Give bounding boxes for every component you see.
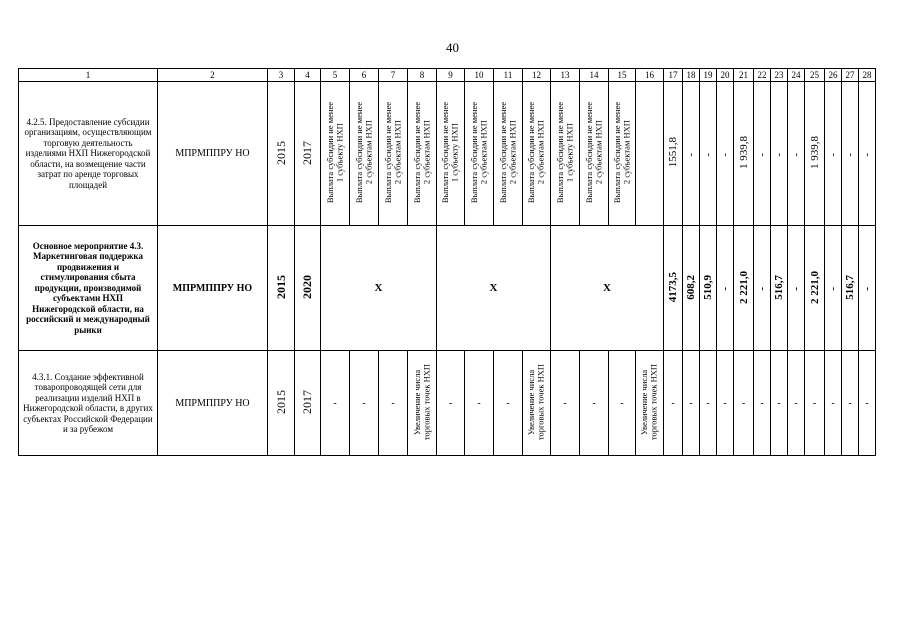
value-cell: 516,7 <box>844 274 856 300</box>
column-number: 27 <box>842 69 859 82</box>
x-mark: Х <box>374 282 383 294</box>
row-name: 4.2.5. Предоставление субсидии организациям, осуществляющим торговую деятельность изделиями НХП Нижегородской области, на возмещение части затрат по аренде торговых площадей <box>19 82 158 226</box>
value-cell: 510,9 <box>702 274 714 300</box>
column-number: 8 <box>408 69 437 82</box>
year-start: 2015 <box>273 140 288 165</box>
value-cell: - <box>700 351 717 456</box>
value-cell: - <box>771 351 788 456</box>
value-cell: - <box>717 351 734 456</box>
indicator-cell: - <box>465 351 494 456</box>
column-number: 20 <box>717 69 734 82</box>
indicator-cell: Увеличение числа торговых точек НХП <box>411 363 431 441</box>
indicator-cell: - <box>379 351 408 456</box>
indicator-cell: Выплата субсидии не менее 2 субъектам НХП <box>411 101 431 204</box>
table-row <box>19 351 876 456</box>
year-end: 2017 <box>300 140 314 165</box>
value-cell: - <box>756 152 768 157</box>
table-row <box>19 82 876 226</box>
value-cell: 4173,5 <box>667 271 679 303</box>
value-cell: - <box>756 287 768 291</box>
column-number: 2 <box>158 69 268 82</box>
value-cell: - <box>859 351 876 456</box>
value-cell: 2 221,0 <box>808 270 821 304</box>
indicator-cell: Увеличение числа торговых точек НХП <box>526 363 546 441</box>
program-table <box>18 68 876 456</box>
column-number: 1 <box>19 69 158 82</box>
value-cell: - <box>790 287 802 291</box>
indicator-cell: Выплата субсидии не менее 2 субъектам НХП <box>526 101 546 204</box>
indicator-cell: Выплата субсидии не менее 2 субъектам НХП <box>382 101 402 204</box>
value-cell: - <box>805 351 825 456</box>
x-mark: Х <box>603 282 611 294</box>
value-cell: - <box>734 351 754 456</box>
value-cell: - <box>719 152 731 157</box>
value-cell: - <box>788 351 805 456</box>
value-cell: - <box>844 152 856 157</box>
year-start: 2015 <box>273 390 288 414</box>
column-number: 7 <box>379 69 408 82</box>
column-number: 17 <box>664 69 683 82</box>
value-cell: - <box>842 351 859 456</box>
column-number: 19 <box>700 69 717 82</box>
indicator-cell: Выплата субсидии не менее 1 субъекту НХП <box>440 101 460 204</box>
column-number: 26 <box>825 69 842 82</box>
column-number: 24 <box>788 69 805 82</box>
indicator-cell: - <box>437 351 465 456</box>
indicator-cell: Выплата субсидии не менее 2 субъектам НХП <box>497 101 517 204</box>
column-number: 15 <box>609 69 636 82</box>
responsible-executor: МПРМППРУ НО <box>158 351 268 456</box>
year-end: 2020 <box>300 275 314 299</box>
row-name: 4.3.1. Создание эффективной товаропроводящей сети для реализации изделий НХП в Нижегородской области, в других субъектах Российской Федерации и за рубежом <box>19 351 158 456</box>
column-number: 10 <box>465 69 494 82</box>
value-cell: - <box>861 287 873 291</box>
column-number: 28 <box>859 69 876 82</box>
column-number: 9 <box>437 69 465 82</box>
value-cell: - <box>773 152 785 157</box>
value-cell: - <box>702 152 714 157</box>
value-cell: - <box>683 351 700 456</box>
column-number-row <box>19 69 876 82</box>
column-number: 14 <box>580 69 609 82</box>
column-number: 12 <box>523 69 551 82</box>
value-cell: 1 939,8 <box>737 136 750 169</box>
indicator-cell: Выплата субсидии не менее 2 субъектам НХП <box>611 101 631 204</box>
indicator-cell: - <box>321 351 350 456</box>
value-cell: - <box>664 351 683 456</box>
value-cell: - <box>827 287 839 291</box>
value-cell: 1551,8 <box>667 137 679 168</box>
column-number: 11 <box>494 69 523 82</box>
value-cell: 516,7 <box>773 274 785 300</box>
page-number: 40 <box>446 40 459 55</box>
indicator-cell: Выплата субсидии не менее 2 субъектам НХП <box>583 101 603 204</box>
indicator-cell: Выплата субсидии не менее 2 субъектам НХП <box>353 101 373 204</box>
responsible-executor: МПРМППРУ НО <box>158 226 268 351</box>
value-cell: - <box>790 152 802 157</box>
column-number: 21 <box>734 69 754 82</box>
column-number: 18 <box>683 69 700 82</box>
indicator-cell: Увеличение числа торговых точек НХП <box>639 363 659 441</box>
value-cell: - <box>754 351 771 456</box>
indicator-cell: - <box>350 351 379 456</box>
row-name: Основное мероприятие 4.3. Маркетинговая поддержка продвижения и стимулирования сбыта продукции, производимой субъектами НХП Нижегородской области, на российский и международный рынки <box>19 226 158 351</box>
x-mark: Х <box>489 282 498 294</box>
table-row <box>19 226 876 351</box>
year-end: 2017 <box>300 390 314 414</box>
column-number: 23 <box>771 69 788 82</box>
indicator-cell: Выплата субсидии не менее 1 субъекту НХП <box>324 101 344 204</box>
column-number: 3 <box>268 69 295 82</box>
indicator-cell: Выплата субсидии не менее 2 субъектам НХП <box>468 101 488 204</box>
value-cell: - <box>861 152 873 157</box>
column-number: 25 <box>805 69 825 82</box>
indicator-cell: - <box>494 351 523 456</box>
value-cell: 1 939,8 <box>808 136 821 169</box>
indicator-cell: - <box>580 351 609 456</box>
indicator-cell: Выплата субсидии не менее 1 субъекту НХП <box>554 101 574 204</box>
responsible-executor: МПРМППРУ НО <box>158 82 268 226</box>
value-cell: - <box>719 287 731 291</box>
column-number: 6 <box>350 69 379 82</box>
value-cell: - <box>685 152 697 157</box>
year-start: 2015 <box>273 275 288 299</box>
column-number: 5 <box>321 69 350 82</box>
column-number: 4 <box>295 69 321 82</box>
column-number: 22 <box>754 69 771 82</box>
value-cell: - <box>825 351 842 456</box>
column-number: 16 <box>636 69 664 82</box>
column-number: 13 <box>551 69 580 82</box>
value-cell: - <box>827 152 839 157</box>
indicator-cell: - <box>609 351 636 456</box>
indicator-cell: - <box>551 351 580 456</box>
value-cell: 2 221,0 <box>737 270 750 304</box>
value-cell: 608,2 <box>685 274 697 300</box>
